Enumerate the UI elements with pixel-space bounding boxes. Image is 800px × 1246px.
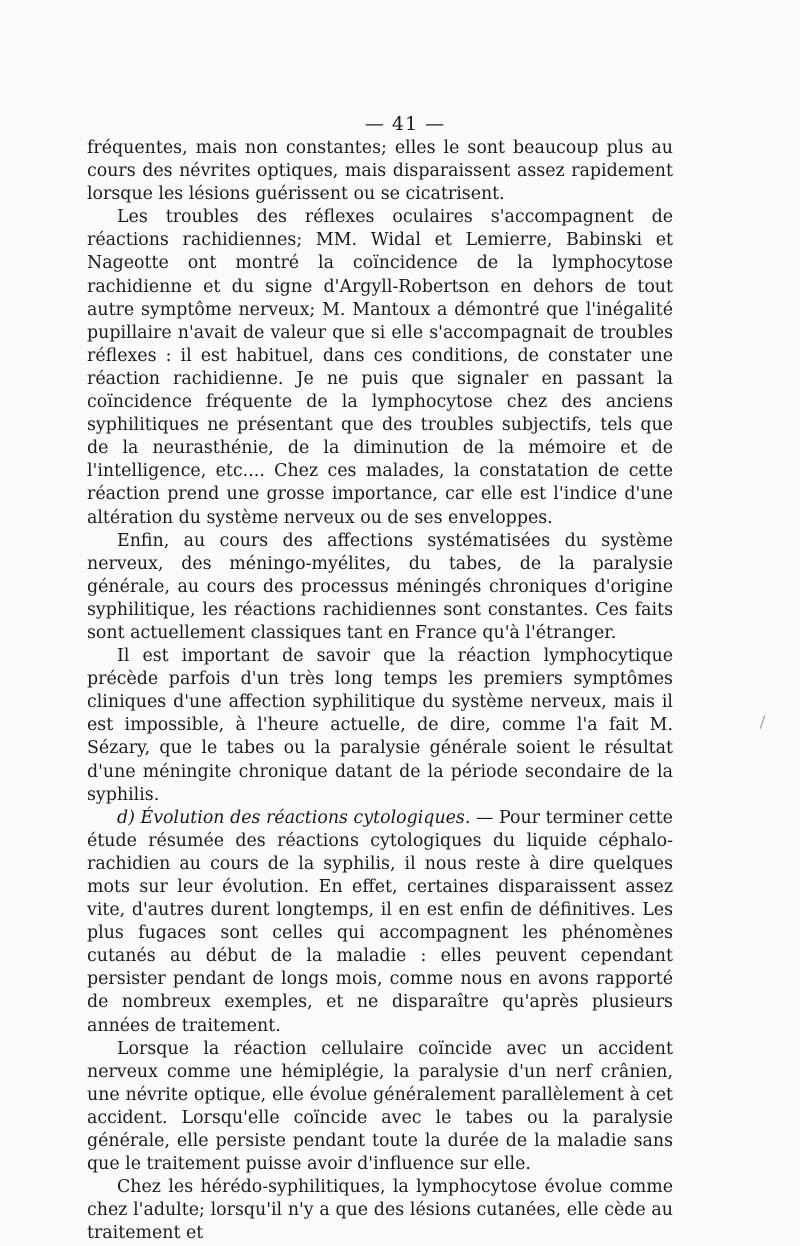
heading-dash: — (470, 807, 500, 828)
margin-mark (760, 715, 765, 729)
paragraph-evolution (87, 807, 673, 1038)
paragraph-continuation: fréquentes, mais non constantes; elles le sont beaucoup plus au cours des névrites optiques, mais disparaissent assez rapidement lorsque les lésions guérissent ou se cicatrisent. (87, 138, 673, 205)
page-number: — 41 — (364, 113, 446, 135)
paragraph-cellular-reaction: Lorsque la réaction cellulaire coïncide avec un accident nerveux comme une hémiplégie, la paralysie d'un nerf crânien, une névrite optique, elle évolue généralement parallèlement à cet accident. Lorsqu'elle coïncide avec le tabes ou la paralysie générale, elle persiste pendant toute la durée de la maladie sans que le traitement puisse avoir d'influence sur elle. (87, 1038, 673, 1175)
paragraph-systematized-affections: Enfin, au cours des affections systématisées du système nerveux, des méningo-myélites, du tabes, de la paralysie générale, au cours des processus méningés chroniques d'origine syphilitique, les réactions rachidiennes sont constantes. Ces faits sont actuellement classiques tant en France qu'à l'étranger. (87, 530, 673, 643)
section-heading: d) Évolution des réactions cytologiques. (117, 807, 471, 828)
body-text (87, 137, 673, 1246)
paragraph-lymphocytic-reaction: Il est important de savoir que la réaction lymphocytique précède parfois d'un très long temps les premiers symptômes cliniques d'une affection syphilitique du système nerveux, mais il est impossible, à l'heure actuelle, de dire, comme l'a fait M. Sézary, que le tabes ou la paralysie générale soient le résultat d'une méningite chronique datant de la période secondaire de la syphilis. (87, 646, 673, 805)
section-text: Pour terminer cette étude résumée des réactions cytologiques du liquide céphalo-rachidien au cours de la syphilis, il nous reste à dire quelques mots sur leur évolution. En effet, certaines disparaissent assez vite, d'autres durent longtemps, il en est enfin de définitives. Les plus fugaces sont celles qui accompagnent les phénomènes cutanés au début de la maladie : elles peuvent cependant persister pendant de longs mois, comme nous en avons rapporté de nombreux exemples, et ne disparaître qu'après plusieurs années de traitement. (87, 807, 673, 1036)
paragraph-hereditary-syphilis: Chez les hérédo-syphilitiques, la lymphocytose évolue comme chez l'adulte; lorsqu'il n'y a que des lésions cutanées, elle cède au traitement et (87, 1177, 673, 1244)
paragraph-ocular-reflexes: Les troubles des réflexes oculaires s'accompagnent de réactions rachidiennes; MM. Widal et Lemierre, Babinski et Nageotte ont montré la coïncidence de la lymphocytose rachidienne et du signe d'Argyll-Robertson en dehors de tout autre symptôme nerveux; M. Mantoux a démontré que l'inégalité pupillaire n'avait de valeur que si elle s'accompagnait de troubles réflexes : il est habituel, dans ces conditions, de constater une réaction rachidienne. Je ne puis que signaler en passant la coïncidence fréquente de la lymphocytose chez des anciens syphilitiques ne présentant que des troubles subjectifs, tels que de la neurasthénie, de la diminution de la mémoire et de l'intelligence, etc.... Chez ces malades, la constatation de cette réaction prend une grosse importance, car elle est l'indice d'une altération du système nerveux ou de ses enveloppes. (87, 207, 673, 528)
